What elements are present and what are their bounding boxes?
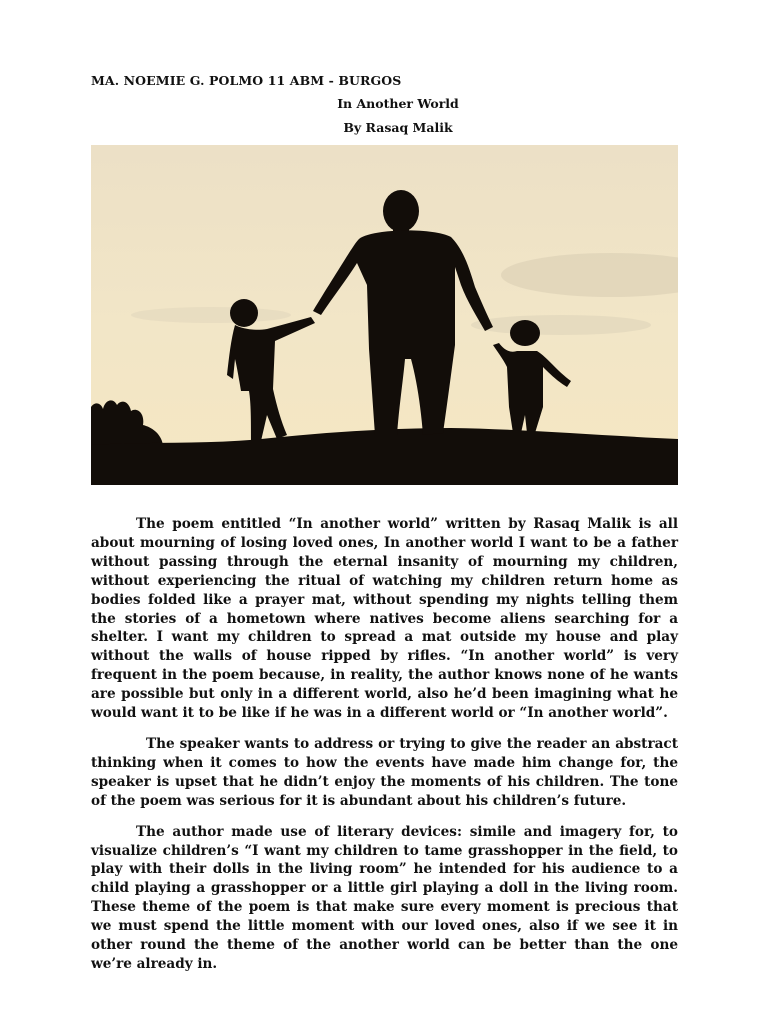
father-children-silhouette-photo <box>91 145 678 485</box>
essay-paragraph-2: The speaker wants to address or trying to give the reader an abstract thinking when it comes to how the events have made him change for, the speaker is upset that he didn’t enjoy the moments of his children. The tone of the poem was serious for it is abundant about his children’s future. <box>91 735 678 809</box>
poem-byline: By Rasaq Malik <box>343 120 453 135</box>
essay-body <box>91 515 678 986</box>
poem-title: In Another World <box>337 96 459 111</box>
essay-paragraph-1: The poem entitled “In another world” written by Rasaq Malik is all about mourning of losing loved ones, In another world I want to be a father without passing through the eternal insanity of mourning my children, without experiencing the ritual of watching my children return home as bodies folded like a prayer mat, without spending my nights telling them the stories of a hometown where natives become aliens searching for a shelter. I want my children to spread a mat outside my house and play without the walls of house ripped by rifles. “In another world” is very frequent in the poem because, in reality, the author knows none of he wants are possible but only in a different world, also he’d been imagining what he would want it to be like if he was in a different world or “In another world”. <box>91 516 678 722</box>
essay-paragraph-3: The author made use of literary devices: simile and imagery for, to visualize children’s “I want my children to tame grasshopper in the field, to play with their dolls in the living room” he intended for his audience to a child playing a grasshopper or a little girl playing a doll in the living room. These theme of the poem is that make sure every moment is precious that we must spend the little moment with our loved ones, also if we see it in other round the theme of the another world can be better than the one we’re already in. <box>91 823 678 972</box>
author-header: MA. NOEMIE G. POLMO 11 ABM - BURGOS <box>91 73 402 88</box>
